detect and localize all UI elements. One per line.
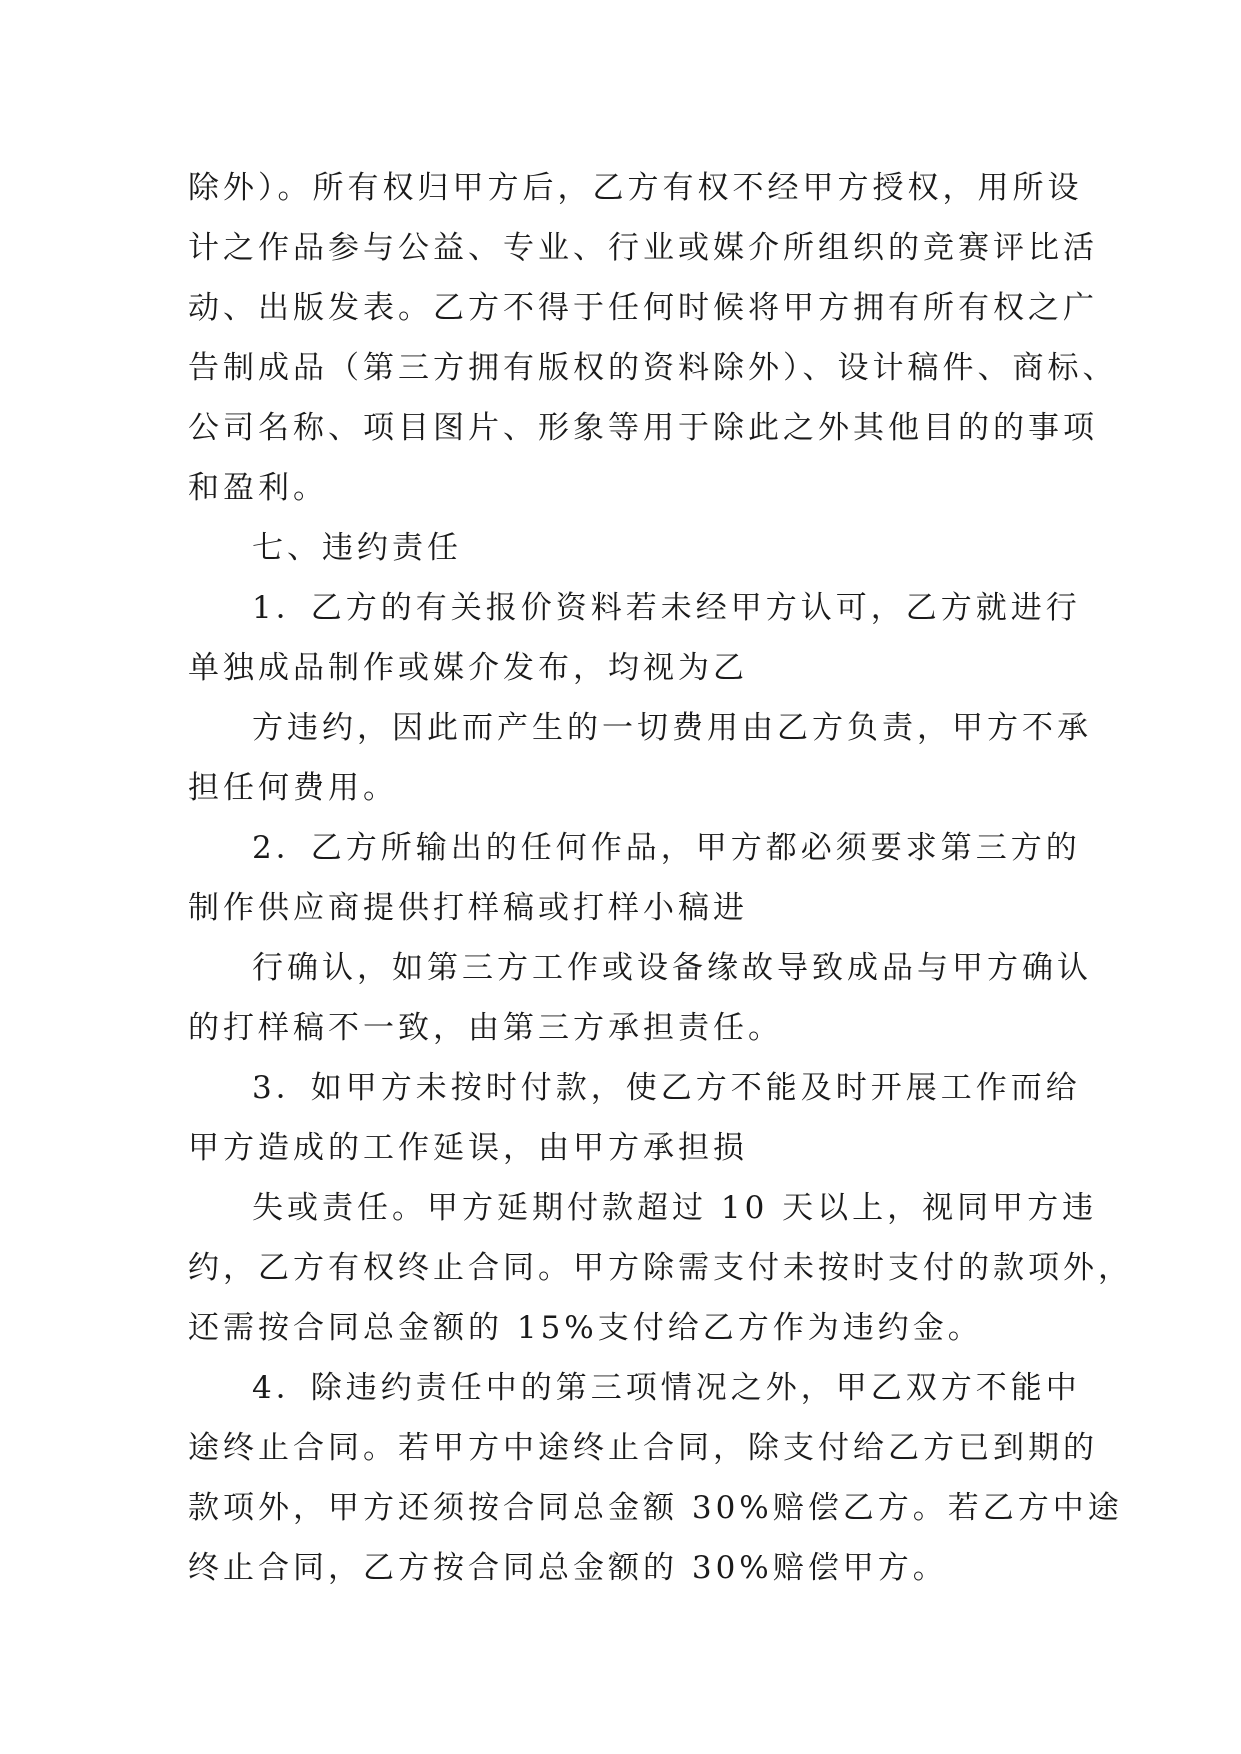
clause-4-line: 4．除违约责任中的第三项情况之外，甲乙双方不能中	[252, 1370, 1081, 1406]
clause-1-line: 1．乙方的有关报价资料若未经甲方认可，乙方就进行	[252, 590, 1081, 626]
clause-2-line: 2．乙方所输出的任何作品，甲方都必须要求第三方的	[252, 830, 1081, 866]
clause-3-line: 失或责任。甲方延期付款超过 10 天以上，视同甲方违	[252, 1190, 1098, 1226]
clause-3-line: 约，乙方有权终止合同。甲方除需支付未按时支付的款项外，	[188, 1250, 1133, 1286]
clause-1-line: 单独成品制作或媒介发布，均视为乙	[188, 650, 748, 686]
clause-3-line: 还需按合同总金额的 15%支付给乙方作为违约金。	[188, 1310, 983, 1346]
clause-4-line: 终止合同，乙方按合同总金额的 30%赔偿甲方。	[188, 1550, 948, 1586]
contract-body	[188, 158, 1133, 1598]
section-heading: 七、违约责任	[252, 530, 462, 566]
text-line: 除外）。所有权归甲方后，乙方有权不经甲方授权，用所设	[188, 170, 1083, 206]
clause-2-line: 的打样稿不一致，由第三方承担责任。	[188, 1010, 783, 1046]
clause-3-line: 3．如甲方未按时付款，使乙方不能及时开展工作而给	[252, 1070, 1081, 1106]
text-line: 动、出版发表。乙方不得于任何时候将甲方拥有所有权之广	[188, 290, 1098, 326]
text-line: 公司名称、项目图片、形象等用于除此之外其他目的的事项	[188, 410, 1098, 446]
clause-1-line: 方违约，因此而产生的一切费用由乙方负责，甲方不承	[252, 710, 1092, 746]
text-line: 计之作品参与公益、专业、行业或媒介所组织的竞赛评比活	[188, 230, 1098, 266]
clause-2-line: 制作供应商提供打样稿或打样小稿进	[188, 890, 748, 926]
clause-4-line: 款项外，甲方还须按合同总金额 30%赔偿乙方。若乙方中途	[188, 1490, 1123, 1526]
clause-2-line: 行确认，如第三方工作或设备缘故导致成品与甲方确认	[252, 950, 1092, 986]
clause-1-line: 担任何费用。	[188, 770, 398, 806]
clause-4-line: 途终止合同。若甲方中途终止合同，除支付给乙方已到期的	[188, 1430, 1098, 1466]
clause-3-line: 甲方造成的工作延误，由甲方承担损	[188, 1130, 748, 1166]
text-line: 和盈利。	[188, 470, 328, 506]
text-line: 告制成品（第三方拥有版权的资料除外）、设计稿件、商标、	[188, 350, 1118, 386]
